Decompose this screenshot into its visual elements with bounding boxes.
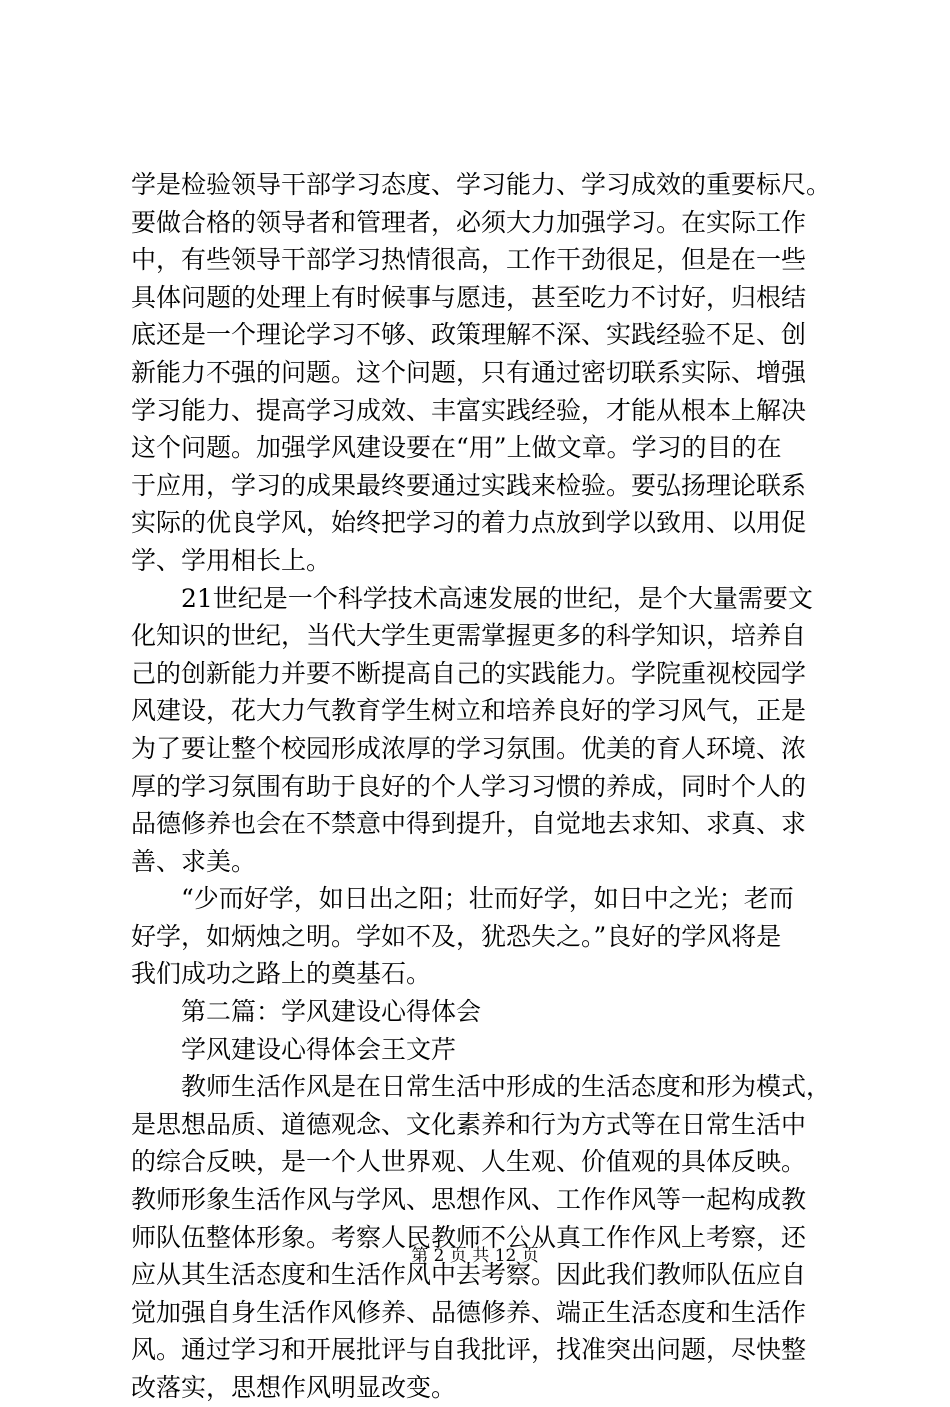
text-line: 底还是一个理论学习不够、政策理解不深、实践经验不足、创 (131, 320, 807, 350)
page-number-footer: 第 2 页 共 12 页 (411, 1246, 539, 1266)
text-line: 为了要让整个校园形成浓厚的学习氛围。优美的育人环境、浓 (131, 733, 807, 763)
text-line: 我们成功之路上的奠基石。 (131, 959, 432, 989)
text-line: 于应用，学习的成果最终要通过实践来检验。要弘扬理论联系 (131, 470, 807, 500)
text-line: 学是检验领导干部学习态度、学习能力、学习成效的重要标尺。 (131, 170, 832, 199)
text-line: 要做合格的领导者和管理者，必须大力加强学习。在实际工作 (131, 207, 807, 237)
text-line: 好学，如炳烛之明。学如不及，犹恐失之。”良好的学风将是 (131, 921, 782, 951)
paragraph-start-line: 教师生活作风是在日常生活中形成的生活态度和形为模式， (181, 1072, 832, 1102)
text-line: 是思想品质、道德观念、文化素养和行为方式等在日常生活中 (131, 1109, 807, 1139)
text-line: 教师形象生活作风与学风、思想作风、工作作风等一起构成教 (131, 1185, 807, 1215)
text-line: 中，有些领导干部学习热情很高，工作干劲很足，但是在一些 (131, 245, 807, 275)
text-line: 具体问题的处理上有时候事与愿违，甚至吃力不讨好，归根结 (131, 282, 807, 312)
paragraph-start-line: “少而好学，如日出之阳；壮而好学，如日中之光；老而 (181, 884, 794, 914)
text-line: 师队伍整体形象。考察人民教师不公从真工作作风上考察，还 (131, 1222, 807, 1252)
document-body (131, 166, 831, 1407)
text-line: 觉加强自身生活作风修养、品德修养、端正生活态度和生活作 (131, 1297, 807, 1327)
text-line: 善、求美。 (131, 846, 257, 876)
text-line: 实际的优良学风，始终把学习的着力点放到学以致用、以用促 (131, 508, 807, 538)
paragraph-start-line: 21世纪是一个科学技术高速发展的世纪，是个大量需要文 (181, 583, 813, 613)
text-line: 新能力不强的问题。这个问题，只有通过密切联系实际、增强 (131, 357, 807, 387)
text-line: 风建设，花大力气教育学生树立和培养良好的学习风气，正是 (131, 696, 807, 726)
section-subtitle: 学风建设心得体会王文芹 (181, 1034, 457, 1064)
text-line: 己的创新能力并要不断提高自己的实践能力。学院重视校园学 (131, 658, 807, 688)
text-line: 品德修养也会在不禁意中得到提升，自觉地去求知、求真、求 (131, 809, 807, 839)
text-line: 学习能力、提高学习成效、丰富实践经验，才能从根本上解决 (131, 395, 807, 425)
text-line: 应从其生活态度和生活作风中去考察。因此我们教师队伍应自 (131, 1260, 807, 1290)
text-line: 厚的学习氛围有助于良好的个人学习习惯的养成，同时个人的 (131, 771, 807, 801)
text-line: 改落实，思想作风明显改变。 (131, 1373, 457, 1402)
text-line: 这个问题。加强学风建设要在“用”上做文章。学习的目的在 (131, 433, 782, 463)
text-line: 的综合反映，是一个人世界观、人生观、价值观的具体反映。 (131, 1147, 807, 1177)
text-line: 风。通过学习和开展批评与自我批评，找准突出问题，尽快整 (131, 1335, 807, 1365)
section-heading: 第二篇：学风建设心得体会 (181, 997, 482, 1027)
text-line: 学、学用相长上。 (131, 545, 332, 575)
text-line: 化知识的世纪，当代大学生更需掌握更多的科学知识，培养自 (131, 621, 807, 651)
